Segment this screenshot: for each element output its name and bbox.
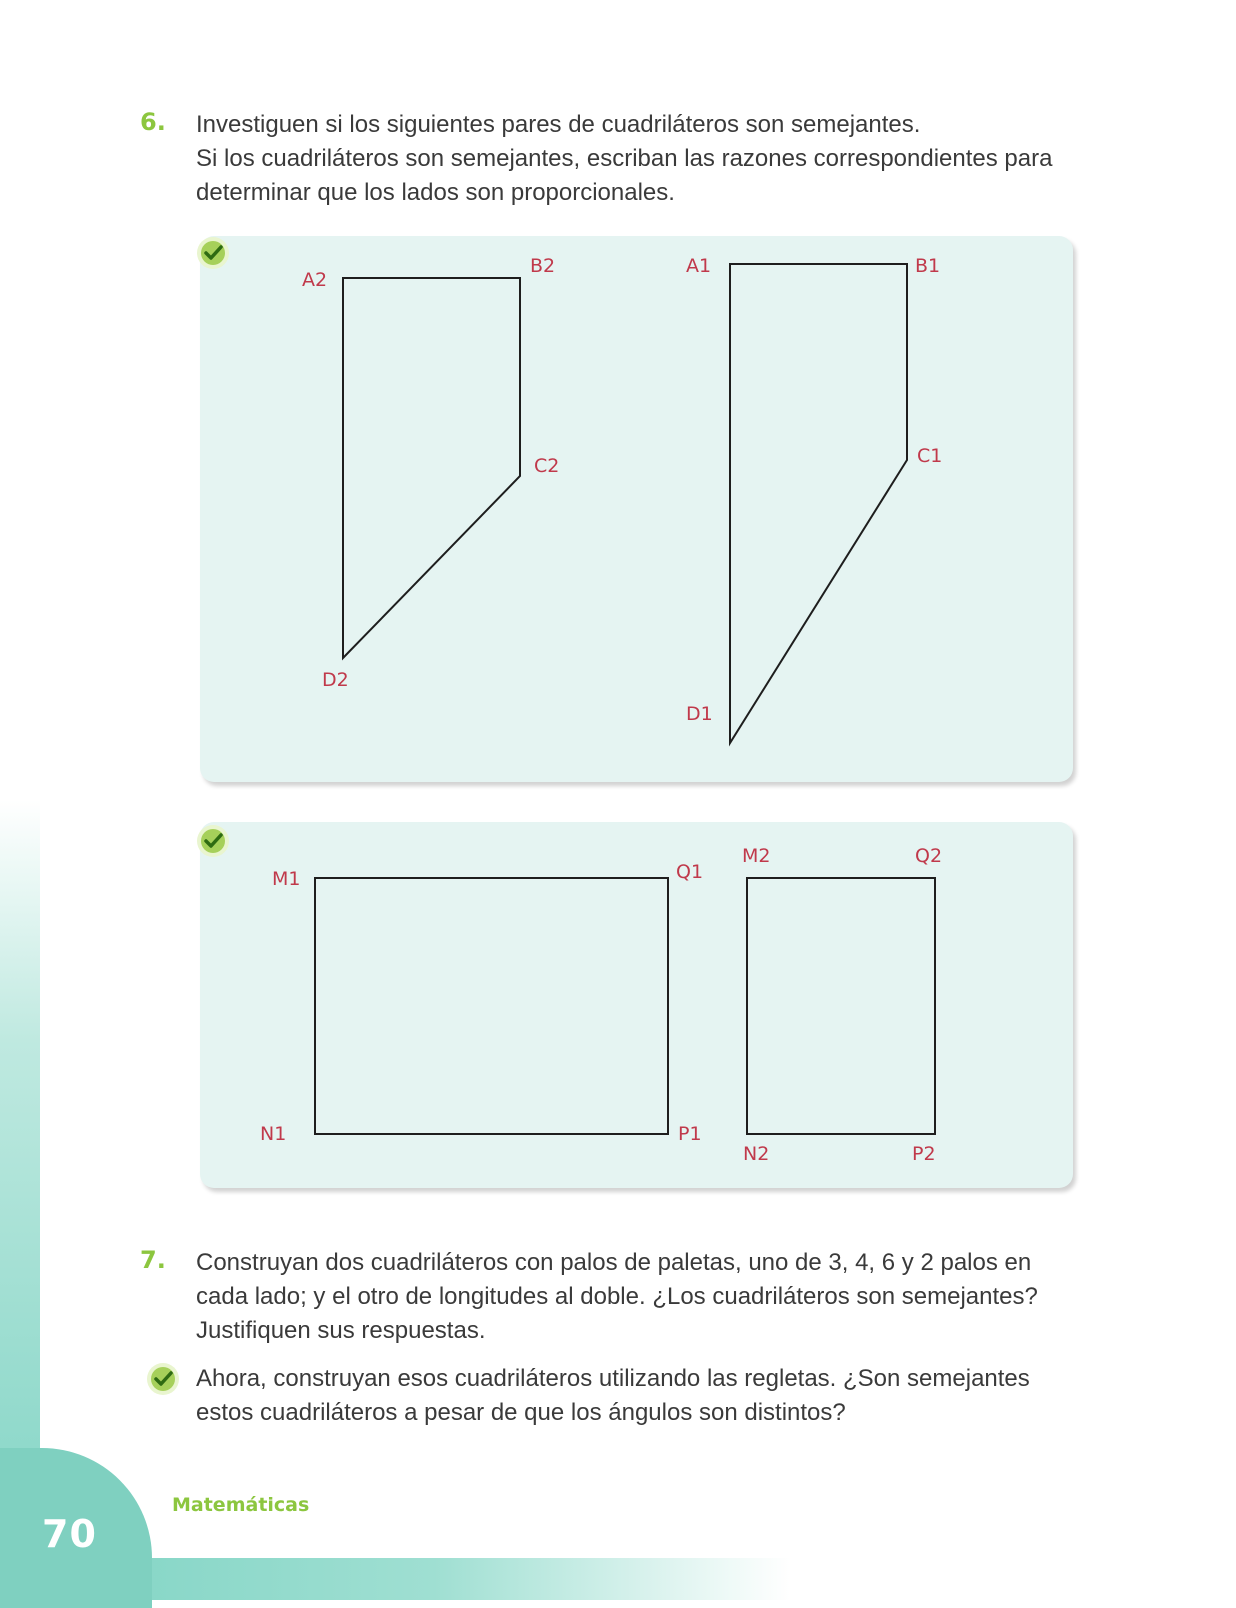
vertex-label-q2: Q2 xyxy=(915,845,943,867)
checkmark-badge-icon xyxy=(146,1362,180,1396)
vertex-label-b1: B1 xyxy=(915,255,941,277)
vertex-label-c1: C1 xyxy=(917,445,943,467)
vertex-label-n2: N2 xyxy=(743,1143,770,1165)
exercise-number: 6. xyxy=(140,108,166,136)
exercise-text xyxy=(196,1246,1086,1348)
vertex-label-a1: A1 xyxy=(686,255,712,277)
vertex-label-d2: D2 xyxy=(322,669,349,691)
quadrilaterals-figure-2 xyxy=(200,822,1073,1188)
vertex-label-a2: A2 xyxy=(302,269,328,291)
quadrilaterals-figure-1 xyxy=(200,236,1073,782)
subquestion-text xyxy=(196,1362,1086,1430)
figure-panel-1 xyxy=(200,236,1073,782)
quadrilateral-abcd2 xyxy=(343,278,520,658)
vertex-label-p1: P1 xyxy=(678,1123,702,1145)
vertex-label-n1: N1 xyxy=(260,1123,287,1145)
quadrilateral-abcd1 xyxy=(730,264,907,743)
figure-panel-2 xyxy=(200,822,1073,1188)
exercise-text xyxy=(196,108,1086,210)
vertex-label-d1: D1 xyxy=(686,703,713,725)
exercise-line: cada lado; y el otro de longitudes al doble. ¿Los cuadriláteros son semejantes? xyxy=(196,1283,1038,1310)
exercise-line: Justifiquen sus respuestas. xyxy=(196,1317,486,1344)
exercise-line: determinar que los lados son proporcionales. xyxy=(196,179,675,206)
quadrilateral-mnpq2 xyxy=(747,878,935,1134)
vertex-label-b2: B2 xyxy=(530,255,556,277)
exercise-line: Investiguen si los siguientes pares de cuadriláteros son semejantes. xyxy=(196,111,921,138)
exercise-number: 7. xyxy=(140,1246,166,1274)
vertex-label-c2: C2 xyxy=(534,455,560,477)
footer-subject: Matemáticas xyxy=(172,1494,310,1516)
exercise-line: Si los cuadriláteros son semejantes, escriban las razones correspondientes para xyxy=(196,145,1053,172)
checkmark-badge-icon xyxy=(196,824,230,858)
quadrilateral-mnpq1 xyxy=(315,878,668,1134)
vertex-label-m1: M1 xyxy=(272,868,301,890)
vertex-label-m2: M2 xyxy=(742,845,771,867)
subquestion-line: Ahora, construyan esos cuadriláteros utilizando las regletas. ¿Son semejantes xyxy=(196,1365,1030,1392)
subquestion-line: estos cuadriláteros a pesar de que los ángulos son distintos? xyxy=(196,1399,846,1426)
vertex-label-p2: P2 xyxy=(912,1143,936,1165)
page-number: 70 xyxy=(42,1512,97,1556)
vertex-label-q1: Q1 xyxy=(676,861,704,883)
checkmark-badge-icon xyxy=(196,236,230,270)
exercise-line: Construyan dos cuadriláteros con palos de paletas, uno de 3, 4, 6 y 2 palos en xyxy=(196,1249,1032,1276)
